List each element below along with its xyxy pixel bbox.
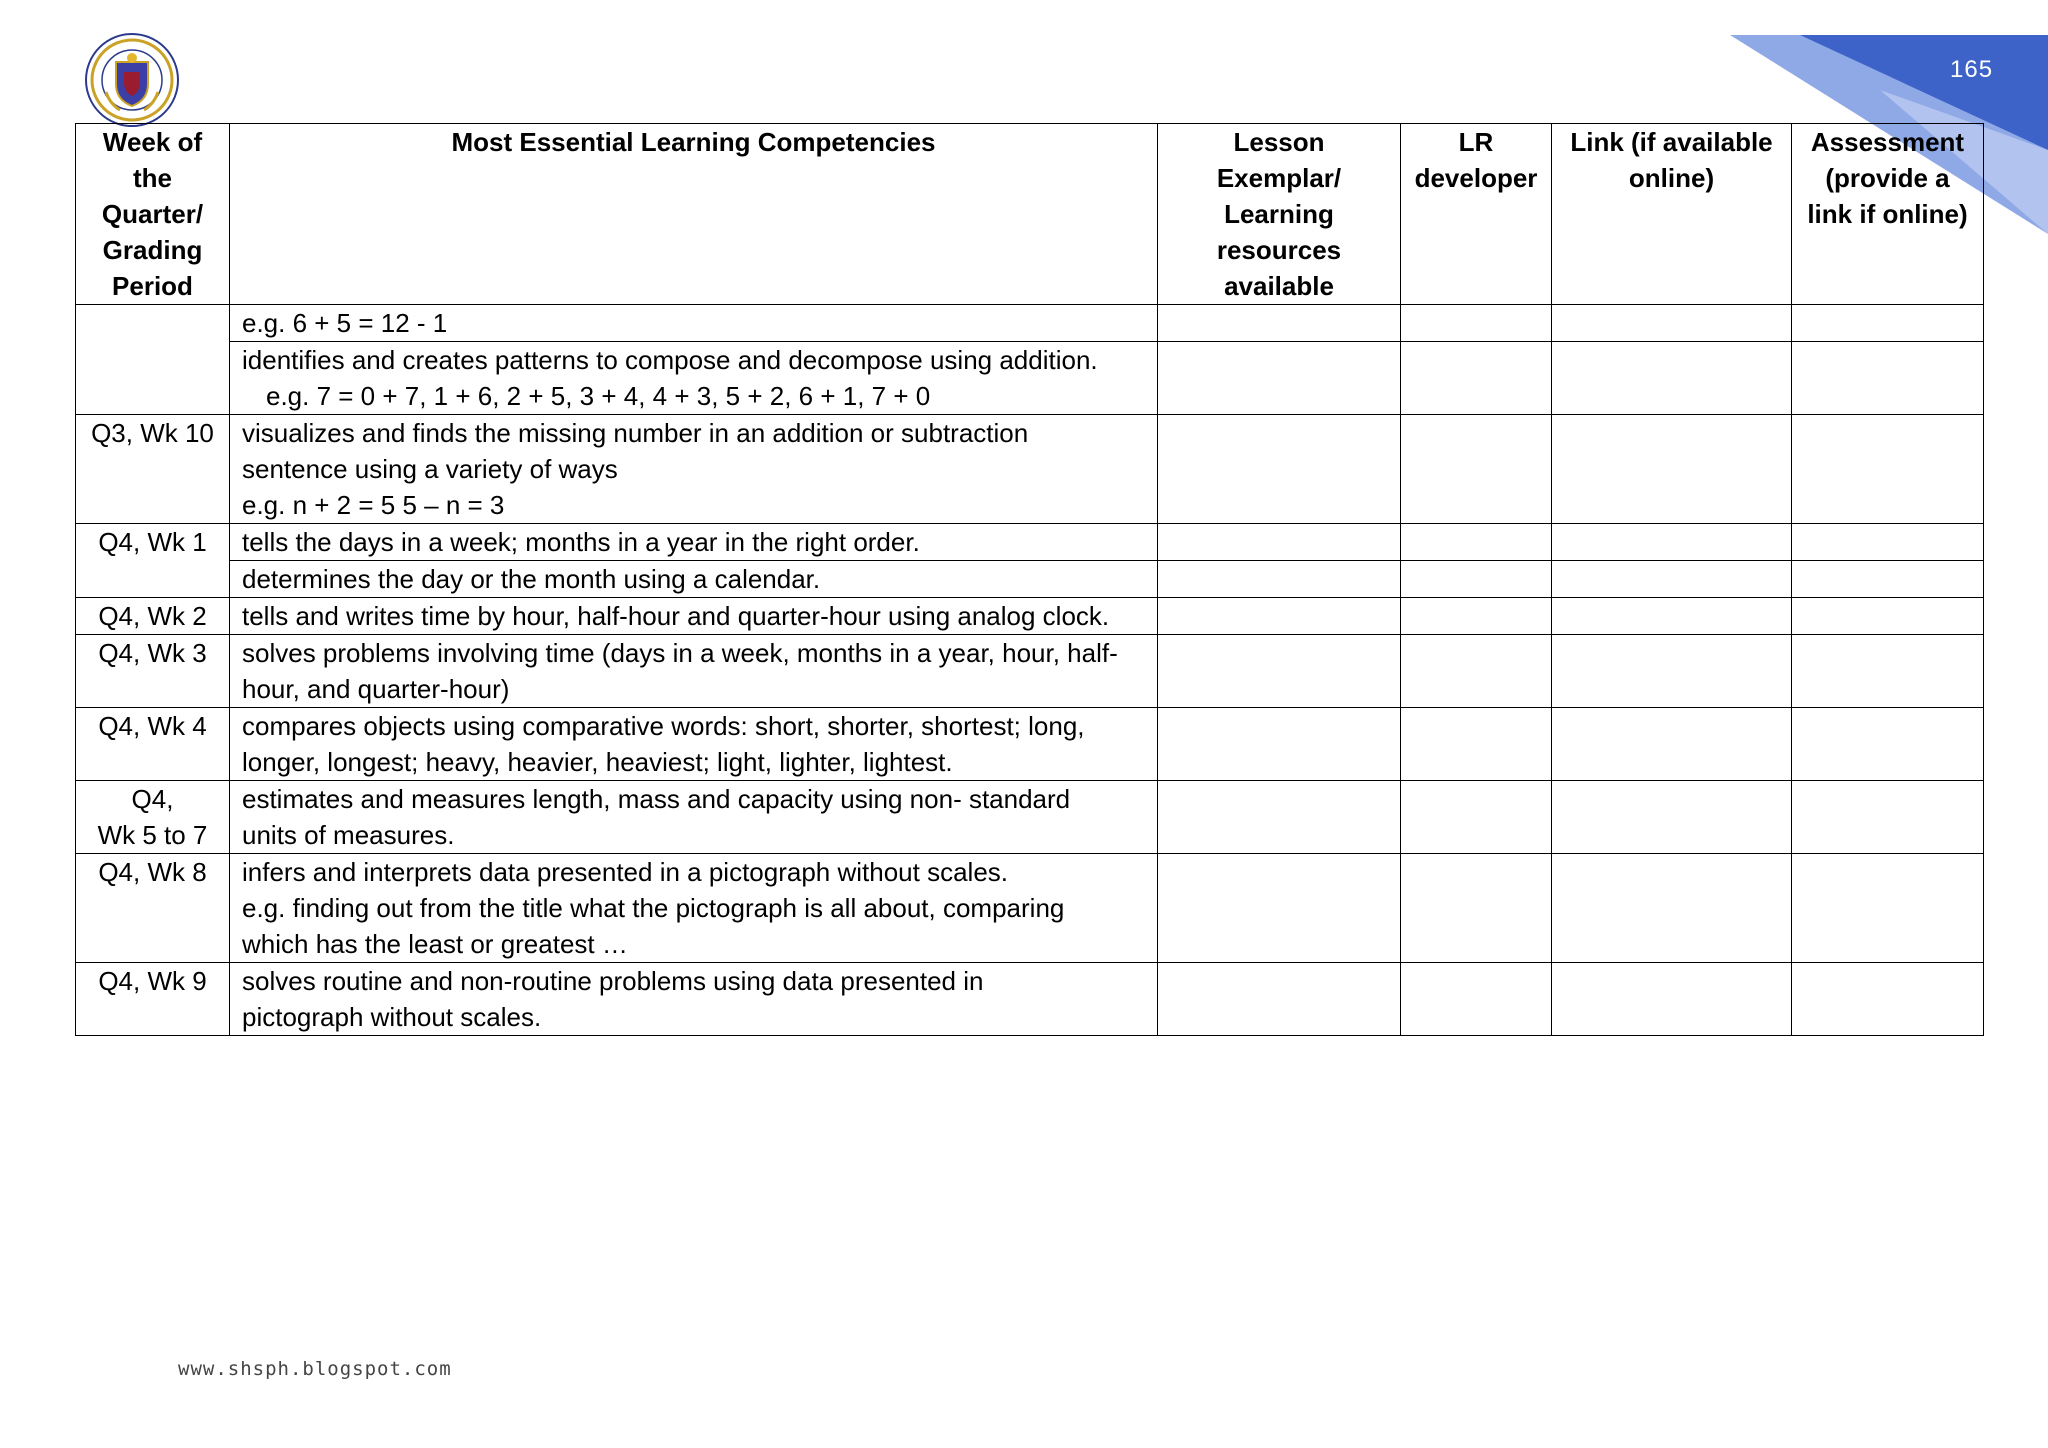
assessment-cell — [1792, 708, 1984, 781]
table-row — [76, 708, 1984, 781]
competency-line: visualizes and finds the missing number in an addition or subtraction — [242, 418, 1029, 448]
link-cell — [1552, 305, 1792, 342]
competency-line: longer, longest; heavy, heavier, heaviest; light, lighter, lightest. — [242, 747, 953, 777]
competency-cell — [230, 342, 1158, 415]
lesson-cell — [1158, 708, 1401, 781]
competency-line: which has the least or greatest … — [242, 929, 628, 959]
competency-line: compares objects using comparative words: short, shorter, shortest; long, — [242, 711, 1085, 741]
competency-line: estimates and measures length, mass and capacity using non- standard — [242, 784, 1071, 814]
header-competency: Most Essential Learning Competencies — [230, 124, 1158, 305]
assessment-cell — [1792, 598, 1984, 635]
competency-line: tells and writes time by hour, half-hour and quarter-hour using analog clock. — [242, 601, 1110, 631]
deped-seal-icon — [84, 32, 180, 128]
header-lesson-exemplar: Lesson Exemplar/ Learning resources available — [1158, 124, 1401, 305]
table-row — [76, 415, 1984, 524]
lesson-cell — [1158, 635, 1401, 708]
link-cell — [1552, 415, 1792, 524]
melc-table — [75, 123, 1984, 1036]
week-cell: Q4, Wk 3 — [76, 635, 230, 708]
lesson-cell — [1158, 342, 1401, 415]
lr-developer-cell — [1401, 708, 1552, 781]
table-row — [76, 305, 1984, 342]
table-row — [76, 561, 1984, 598]
lr-developer-cell — [1401, 342, 1552, 415]
week-cell: Q4, Wk 1 — [76, 524, 230, 598]
assessment-cell — [1792, 963, 1984, 1036]
competency-line: solves problems involving time (days in a week, months in a year, hour, half- — [242, 638, 1118, 668]
competency-cell — [230, 781, 1158, 854]
header-link: Link (if available online) — [1552, 124, 1792, 305]
lesson-cell — [1158, 781, 1401, 854]
competency-line: solves routine and non-routine problems using data presented in — [242, 966, 984, 996]
competency-cell — [230, 854, 1158, 963]
link-cell — [1552, 598, 1792, 635]
competency-line: identifies and creates patterns to compose and decompose using addition. — [242, 345, 1098, 375]
competency-line: pictograph without scales. — [242, 1002, 542, 1032]
week-cell: Q3, Wk 10 — [76, 415, 230, 524]
table-row — [76, 524, 1984, 561]
page-number: 165 — [1950, 56, 1994, 83]
lesson-cell — [1158, 524, 1401, 561]
assessment-cell — [1792, 415, 1984, 524]
assessment-cell — [1792, 524, 1984, 561]
competency-cell — [230, 524, 1158, 561]
competency-line: e.g. n + 2 = 5 5 – n = 3 — [242, 490, 505, 520]
assessment-cell — [1792, 854, 1984, 963]
footer-url: www.shsph.blogspot.com — [178, 1358, 452, 1380]
link-cell — [1552, 708, 1792, 781]
lr-developer-cell — [1401, 524, 1552, 561]
lesson-cell — [1158, 854, 1401, 963]
competency-line: determines the day or the month using a calendar. — [242, 564, 821, 594]
competency-cell — [230, 708, 1158, 781]
week-cell: Q4, Wk 8 — [76, 854, 230, 963]
lesson-cell — [1158, 598, 1401, 635]
lr-developer-cell — [1401, 598, 1552, 635]
header-lr-developer: LR developer — [1401, 124, 1552, 305]
table-row — [76, 963, 1984, 1036]
competency-line: e.g. finding out from the title what the pictograph is all about, comparing — [242, 893, 1065, 923]
header-week: Week of the Quarter/ Grading Period — [76, 124, 230, 305]
link-cell — [1552, 342, 1792, 415]
lr-developer-cell — [1401, 561, 1552, 598]
assessment-cell — [1792, 305, 1984, 342]
week-cell — [76, 305, 230, 415]
table-row — [76, 598, 1984, 635]
lesson-cell — [1158, 963, 1401, 1036]
lesson-cell — [1158, 415, 1401, 524]
table-row — [76, 342, 1984, 415]
competency-cell — [230, 561, 1158, 598]
assessment-cell — [1792, 781, 1984, 854]
competency-cell — [230, 598, 1158, 635]
competency-cell — [230, 415, 1158, 524]
table-header-row — [76, 124, 1984, 305]
competency-line: e.g. 7 = 0 + 7, 1 + 6, 2 + 5, 3 + 4, 4 + 3, 5 + 2, 6 + 1, 7 + 0 — [266, 381, 931, 411]
link-cell — [1552, 561, 1792, 598]
lr-developer-cell — [1401, 305, 1552, 342]
competency-line: tells the days in a week; months in a year in the right order. — [242, 527, 920, 557]
competency-line: units of measures. — [242, 820, 455, 850]
link-cell — [1552, 781, 1792, 854]
lr-developer-cell — [1401, 781, 1552, 854]
competency-cell — [230, 635, 1158, 708]
competency-cell — [230, 963, 1158, 1036]
week-cell: Q4, Wk 4 — [76, 708, 230, 781]
lr-developer-cell — [1401, 854, 1552, 963]
week-cell: Q4, Wk 9 — [76, 963, 230, 1036]
link-cell — [1552, 524, 1792, 561]
table-row — [76, 635, 1984, 708]
link-cell — [1552, 963, 1792, 1036]
week-cell: Q4, Wk 2 — [76, 598, 230, 635]
competency-line: sentence using a variety of ways — [242, 454, 618, 484]
competency-line: hour, and quarter-hour) — [242, 674, 510, 704]
competency-cell — [230, 305, 1158, 342]
week-cell: Q4, Wk 5 to 7 — [76, 781, 230, 854]
lesson-cell — [1158, 561, 1401, 598]
table-row — [76, 854, 1984, 963]
competency-line: e.g. 6 + 5 = 12 - 1 — [242, 308, 448, 338]
link-cell — [1552, 635, 1792, 708]
link-cell — [1552, 854, 1792, 963]
assessment-cell — [1792, 342, 1984, 415]
header-assessment: Assessment (provide a link if online) — [1792, 124, 1984, 305]
lr-developer-cell — [1401, 415, 1552, 524]
lesson-cell — [1158, 305, 1401, 342]
lr-developer-cell — [1401, 635, 1552, 708]
assessment-cell — [1792, 635, 1984, 708]
table-body — [76, 305, 1984, 1036]
assessment-cell — [1792, 561, 1984, 598]
competency-line: infers and interprets data presented in a pictograph without scales. — [242, 857, 1009, 887]
lr-developer-cell — [1401, 963, 1552, 1036]
table-row — [76, 781, 1984, 854]
